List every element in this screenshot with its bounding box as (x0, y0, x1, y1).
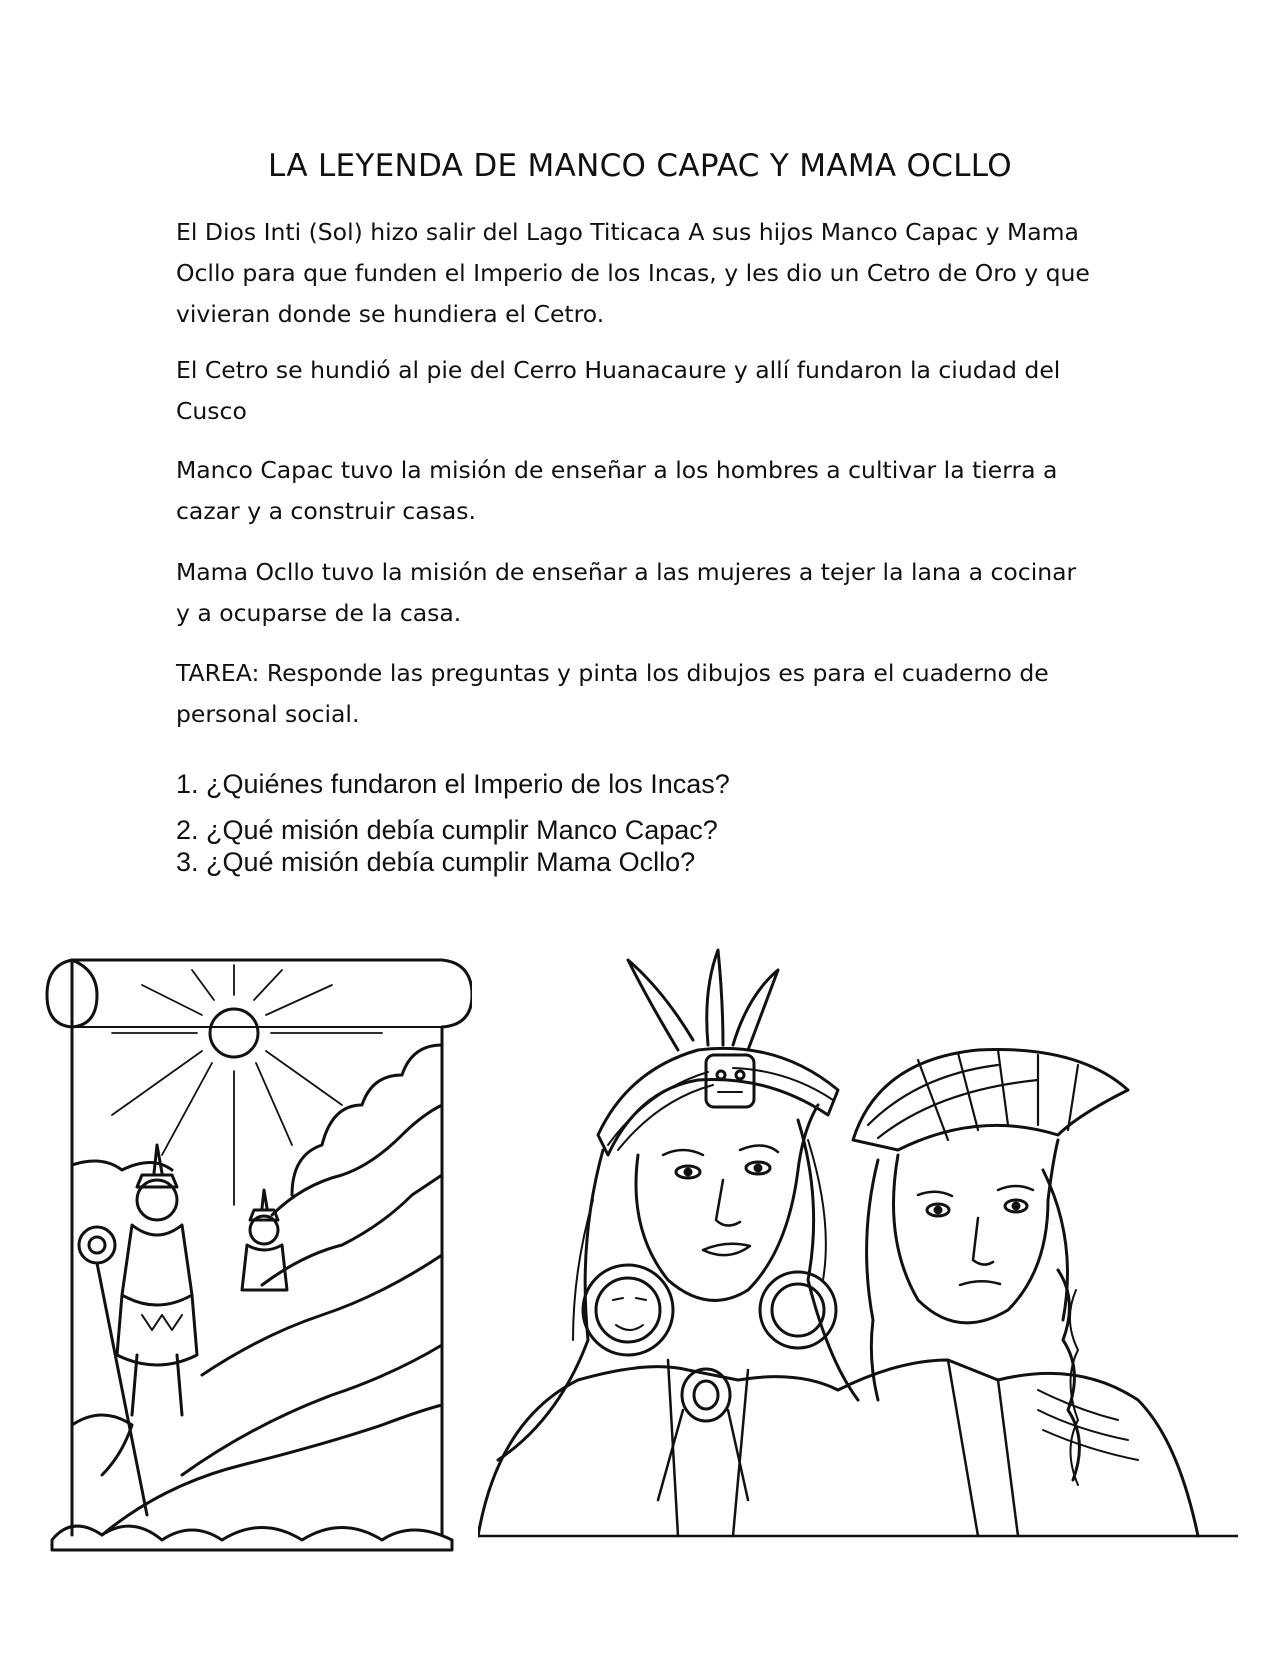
question-3: 3. ¿Qué misión debía cumplir Mama Ocllo? (176, 847, 696, 877)
paragraph-cetro-cusco: El Cetro se hundió al pie del Cerro Huanacaure y allí fundaron la ciudad del Cusco (176, 356, 1061, 425)
paragraph-manco-capac-mission: Manco Capac tuvo la misión de enseñar a los hombres a cultivar la tierra a cazar y a construir casas. (176, 456, 1058, 525)
page-title: LA LEYENDA DE MANCO CAPAC Y MAMA OCLLO (268, 148, 1012, 184)
paragraph-legend-intro: El Dios Inti (Sol) hizo salir del Lago Titicaca A sus hijos Manco Capac y Mama Ocllo para que funden el Imperio de los Incas, y les dio un Cetro de Oro y que vivieran donde se hundiera el Cetro. (176, 218, 1090, 328)
question-2: 2. ¿Qué misión debía cumplir Manco Capac? (176, 815, 718, 845)
question-1: 1. ¿Quiénes fundaron el Imperio de los Incas? (176, 769, 730, 799)
paragraph-homework: TAREA: Responde las preguntas y pinta los dibujos es para el cuaderno de personal social. (176, 659, 1049, 728)
paragraph-mama-ocllo-mission: Mama Ocllo tuvo la misión de enseñar a las mujeres a tejer la lana a cocinar y a ocuparse de la casa. (176, 558, 1077, 627)
scroll-sun-mountain-coloring-icon (42, 955, 472, 1555)
inca-couple-portrait-coloring-icon (478, 940, 1238, 1542)
